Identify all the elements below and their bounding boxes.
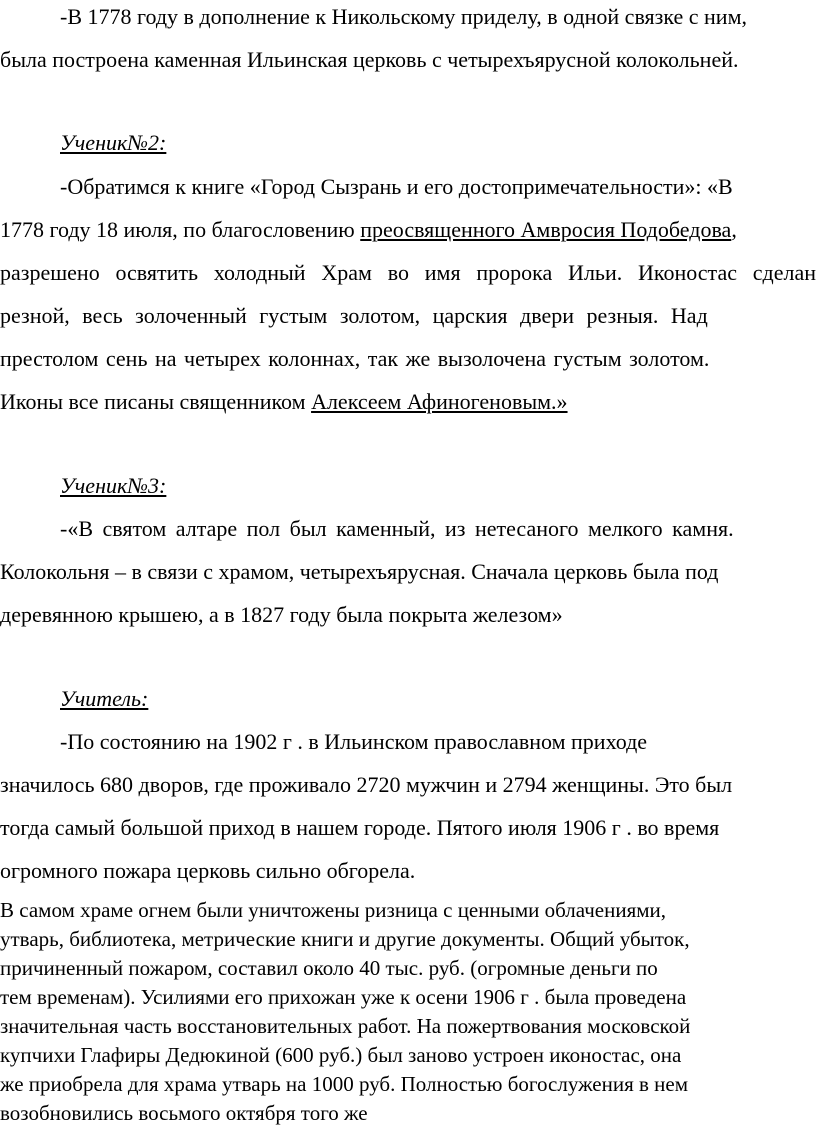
text-line: утварь, библиотека, метрические книги и другие документы. Общий убыток, [0,927,690,951]
text-line: Колокольня – в связи с храмом, четырехъярусная. Сначала церковь была под [0,559,719,584]
text-line: была построена каменная Ильинская церковь с четырехъярусной колокольней. [0,47,739,72]
text-line: -По состоянию на 1902 г . в Ильинском православном приходе [60,729,648,754]
text-line: -Обратимся к книге «Город Сызрань и его достопримечательности»: «В [60,174,733,199]
speaker-label-student2: Ученик№2: [60,130,167,155]
text-span: 1778 году 18 июля, по благословению [0,217,361,242]
text-line: значительная часть восстановительных работ. На пожертвования московской [0,1014,691,1038]
text-line: резной, весь золоченный густым золотом, царския двери резныя. Над [0,303,708,328]
text-line: разрешено освятить холодный Храм во имя пророка Ильи. Иконостас сделан [0,260,816,285]
text-span: , [731,217,737,242]
text-line: же приобрела для храма утварь на 1000 руб. Полностью богослужения в нем [0,1072,689,1096]
text-line: возобновились восьмого октября того же [0,1101,368,1125]
text-span: Иконы все писаны священником [0,389,312,414]
text-line: -В 1778 году в дополнение к Никольскому приделу, в одной связке с ним, [60,4,747,29]
text-line: В самом храме огнем были уничтожены ризница с ценными облачениями, [0,898,667,922]
text-line: купчихи Глафиры Дедюкиной (600 руб.) был заново устроен иконостас, она [0,1043,682,1067]
underlined-name: Алексеем Афиногеновым.» [311,389,568,414]
text-line: значилось 680 дворов, где проживало 2720 мужчин и 2794 женщины. Это был [0,772,733,797]
speaker-label-student3: Ученик№3: [60,473,167,498]
text-line [0,389,816,415]
underlined-name: преосвященного Амвросия Подобедова [360,217,732,242]
text-line: престолом сень на четырех колоннах, так же вызолочена густым золотом. [0,346,710,371]
speaker-label-teacher: Учитель: [60,686,149,711]
text-line: деревянною крышею, а в 1827 году была покрыта железом» [0,602,563,627]
text-line: огромного пожара церковь сильно обгорела. [0,858,416,883]
text-line: тогда самый большой приход в нашем городе. Пятого июля 1906 г . во время [0,815,720,840]
text-line: тем временам). Усилиями его прихожан уже к осени 1906 г . была проведена [0,985,687,1009]
text-line: -«В святом алтаре пол был каменный, из нетесаного мелкого камня. [60,516,734,541]
text-line: причиненный пожаром, составил около 40 тыс. руб. (огромные деньги по [0,956,658,980]
text-line [0,217,816,243]
